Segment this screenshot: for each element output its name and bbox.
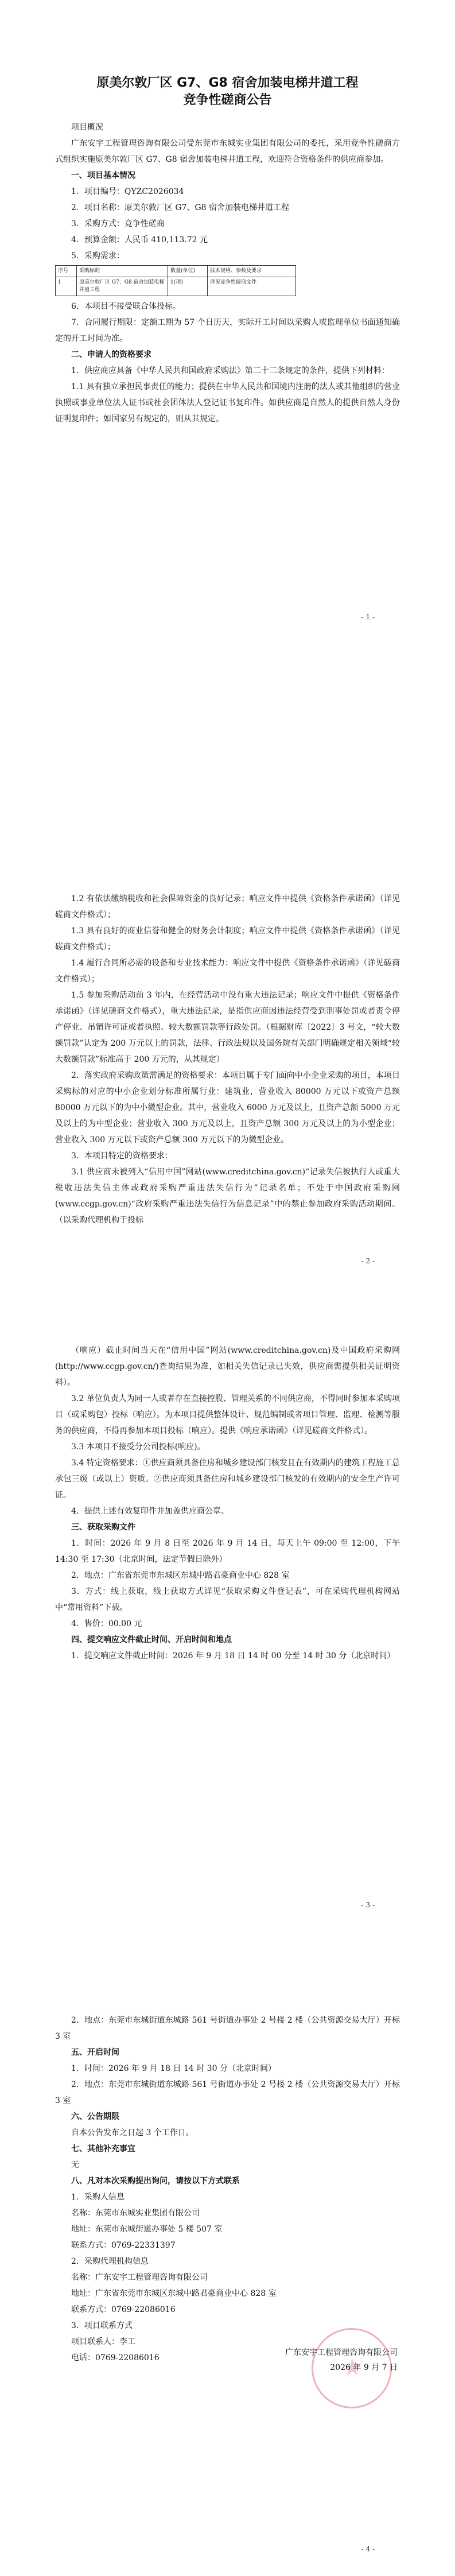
contract-period: 7．合同履行期限：定额工期为 57 个日历天，实际开工时间以采购人或监理单位书面通知确定的开工时间为准。 <box>55 318 400 343</box>
other-matters: 无 <box>71 2160 79 2170</box>
purchaser-info-heading: 1．采购人信息 <box>71 2193 125 2202</box>
page-2 <box>0 644 455 1288</box>
qualification-1-5: 1.5 参加采购活动前 3 年内，在经营活动中没有重大违法记录；响应文件中提供《资格条件承诺函》（详见磋商文件格式），重大违法记录，是指供应商因违法经营受到刑事处罚或者责令停产停业、吊销许可证或者执照、较大数额罚款等行政处罚。（根据财库〔2022〕3 号文，“较大数额罚款”认定为 200 万元以上的罚款，法律、行政法规以及国务院有关部门明确规定相关领域“较大数额罚款”标准高于 200 万元的，从其规定） <box>55 991 400 1064</box>
table-cell: 详见竞争性磋商文件 <box>208 277 296 296</box>
project-name: 2．项目名称：原美尔敦厂区 G7、G8 宿舍加装电梯井道工程 <box>71 203 289 212</box>
qualification-3-2: 3.2 单位负责人为同一人或者存在直接控股、管理关系的不同供应商，不得同时参加本采购项目（或采购包）投标（响应）。为本项目提供整体设计、规范编制或者项目管理、监理、检测等服务的供应商，不得再参加本项目投标（响应）。提供《响应承诺函》（详见磋商文件格式）。 <box>55 1394 400 1436</box>
qualification-4: 4．提供上述有效复印件并加盖供应商公章。 <box>71 1507 229 1516</box>
table-header-cell: 序号 <box>56 266 77 277</box>
announcement-period: 自本公告发布之日起 3 个工作日。 <box>71 2128 194 2137</box>
section-6-heading: 六、公告期限 <box>71 2112 119 2121</box>
project-contact-heading: 3．项目联系方式 <box>71 2321 133 2330</box>
section-1-heading: 一、项目基本情况 <box>71 171 135 180</box>
table-header-cell: 技术规格、参数及要求 <box>208 266 296 277</box>
opening-time: 1．时间：2026 年 9 月 18 日 14 时 30 分（北京时间） <box>71 2064 276 2073</box>
page-2-content <box>55 891 400 1228</box>
signature-date: 2026 年 9 月 7 日 <box>330 2363 398 2372</box>
submission-location: 2．地点：东莞市东城街道东城路 561 号街道办事处 2 号楼 2 楼（公共资源交易大厅）开标 3 室 <box>55 2016 400 2041</box>
consortium-note: 6．本项目不接受联合体投标。 <box>71 302 181 311</box>
page-number: - 2 - <box>361 1257 375 1265</box>
page-1 <box>0 0 455 644</box>
policy-requirement: 2．落实政府采购政策需满足的资格要求：本项目属于专门面向中小企业采购的项目，本项目采购标的对应的中小企业划分标准所属行业：建筑业，营业收入 80000 万元以下或资产总额 80000 万元以下的为中小微型企业。其中，营业收入 6000 万元及以上，且资产总额 5000 万元及以上的为中型企业；营业收入 300 万元及以上，且资产总额 300 万元及以上的为小型企业；营业收入 300 万元以下或资产总额 300 万元以下的为微型企业。 <box>55 1071 400 1145</box>
qualification-1-3: 1.3 具有良好的商业信誉和健全的财务会计制度；响应文件中提供《资格条件承诺函》（详见磋商文件格式）； <box>55 926 400 952</box>
obtain-time: 1．时间：2026 年 9 月 8 日至 2026 年 9 月 14 日，每天上午 09:00 至 12:00，下午 14:30 至 17:30（北京时间，法定节假日除外） <box>55 1539 400 1564</box>
agency-name: 名称：广东安宇工程管理咨询有限公司 <box>71 2273 208 2282</box>
page-3-content <box>55 1343 400 1664</box>
obtain-method: 3．方式：线上获取，线上获取方式详见“获取采购文件登记表”，可在采购代理机构网站中“常用资料”下载。 <box>55 1587 400 1612</box>
signature-block <box>248 2345 398 2375</box>
section-2-heading: 二、申请人的资格要求 <box>71 350 151 359</box>
procurement-method: 3．采购方式：竞争性磋商 <box>71 219 165 228</box>
table-cell: 1 <box>56 277 77 296</box>
document-title <box>55 75 400 109</box>
section-4-heading: 四、提交响应文件截止时间、开启时间和地点 <box>71 1635 232 1644</box>
purchaser-name: 名称：东莞市东城实业集团有限公司 <box>71 2209 200 2218</box>
section-5-heading: 五、开启时间 <box>71 2048 119 2057</box>
page-4 <box>0 1932 455 2576</box>
purchaser-address: 地址：东莞市东城街道办事处 5 楼 507 室 <box>71 2225 223 2234</box>
table-cell: 1(项) <box>168 277 208 296</box>
table-row <box>56 277 296 296</box>
project-overview-text: 广东安宇工程管理咨询有限公司受东莞市东城实业集团有限公司的委托，采用竞争性磋商方式组织实施原美尔敦厂区 G7、G8 宿舍加装电梯井道工程，欢迎符合资格条件的供应商参加。 <box>55 139 400 164</box>
section-8-heading: 八、凡对本次采购提出询问，请按以下方式联系 <box>71 2177 240 2186</box>
requirements-table <box>55 265 296 296</box>
obtain-location: 2．地点：广东省东莞市东城区东城中路君豪商业中心 828 室 <box>71 1571 290 1580</box>
opening-location: 2．地点：东莞市东城街道东城路 561 号街道办事处 2 号楼 2 楼（公共资源交易大厅）开标 3 室 <box>55 2080 400 2105</box>
purchaser-contact: 联系方式：0769-22331397 <box>71 2241 176 2250</box>
submission-deadline: 1．提交响应文件截止时间：2026 年 9 月 18 日 14 时 00 分至 14 时 30 分（北京时间） <box>71 1651 395 1661</box>
specific-requirement-heading: 3．本项目特定的资格要求： <box>71 1151 173 1161</box>
qualification-intro: 1．供应商应具备《中华人民共和国政府采购法》第二十二条规定的条件，提供下列材料： <box>71 366 390 375</box>
table-cell: 原美尔敦厂区 G7、G8 宿舍加装电梯井道工程 <box>77 277 168 296</box>
qualification-1-2: 1.2 有依法缴纳税收和社会保障资金的良好记录；响应文件中提供《资格条件承诺函》（详见磋商文件格式）； <box>55 894 400 920</box>
project-number: 1．项目编号：QYZC2026034 <box>71 187 184 196</box>
page-3 <box>0 1288 455 1932</box>
project-contact-person: 项目联系人：李工 <box>71 2337 135 2346</box>
page-number: - 1 - <box>361 613 375 621</box>
section-3-heading: 三、获取采购文件 <box>71 1523 135 1532</box>
page-4-content <box>55 2012 400 2366</box>
qualification-3-4: 3.4 特定资格要求：①供应商须具备住房和城乡建设部门核发且在有效期内的建筑工程施工总承包三级（或以上）资质。②供应商须具备住房和城乡建设部门核发的有效期内的安全生产许可证。 <box>55 1458 400 1500</box>
agency-address: 地址：广东省东莞市东城区东城中路君豪商业中心 828 室 <box>71 2289 277 2298</box>
procurement-requirement: 5．采购需求： <box>71 251 125 261</box>
title-line-1: 原美尔敦厂区 G7、G8 宿舍加装电梯井道工程 <box>96 76 359 90</box>
page-1-content <box>55 75 400 427</box>
table-header-row <box>56 266 296 277</box>
agency-contact: 联系方式：0769-22086016 <box>71 2305 176 2314</box>
title-line-2: 竞争性磋商公告 <box>183 93 272 107</box>
qualification-3-3: 3.3 本项目不接受分公司投标(响应)。 <box>71 1442 205 1452</box>
page-number: - 3 - <box>361 1901 375 1909</box>
qualification-1-4: 1.4 履行合同所必需的设备和专业技术能力：响应文件中提供《资格条件承诺函》（详见磋商文件格式）； <box>55 959 400 984</box>
qualification-1-1: 1.1 具有独立承担民事责任的能力；提供在中华人民共和国境内注册的法人或其他组织的营业执照或事业单位法人证书或社会团体法人登记证书复印件。如供应商是自然人的提供自然人身份证明复印件；如国家另有规定的，则从其规定。 <box>55 382 400 424</box>
table-header-cell: 数量(单位) <box>168 266 208 277</box>
project-overview-heading: 项目概况 <box>71 123 103 132</box>
budget-amount: 4．预算金额：人民币 410,113.72 元 <box>71 235 208 245</box>
page-number: - 4 - <box>361 2545 375 2553</box>
qualification-3-1-cont: （响应）截止时间当天在“信用中国”网站(www.creditchina.gov.cn)及中国政府采购网(http://www.ccgp.gov.cn/)查询结果为准，如相关失信记录已失效，供应商需提供相关证明资料）。 <box>55 1346 400 1387</box>
agency-info-heading: 2．采购代理机构信息 <box>71 2257 149 2266</box>
project-contact-phone: 电话：0769-22086016 <box>71 2353 160 2362</box>
table-header-cell: 采购标的 <box>77 266 168 277</box>
signature-org: 广东安宇工程管理咨询有限公司 <box>285 2348 398 2357</box>
qualification-3-1: 3.1 供应商未被列入“信用中国”网站(www.creditchina.gov.cn)“记录失信被执行人或重大税收违法失信主体或政府采购严重违法失信行为”记录名单；不处于中国政府采购网(www.ccgp.gov.cn)“政府采购严重违法失信行为信息记录”中的禁止参加政府采购活动期间。（以采购代理机构于投标 <box>55 1167 400 1225</box>
section-7-heading: 七、其他补充事宜 <box>71 2144 135 2154</box>
document-price: 4．售价：00.00 元 <box>71 1619 142 1628</box>
